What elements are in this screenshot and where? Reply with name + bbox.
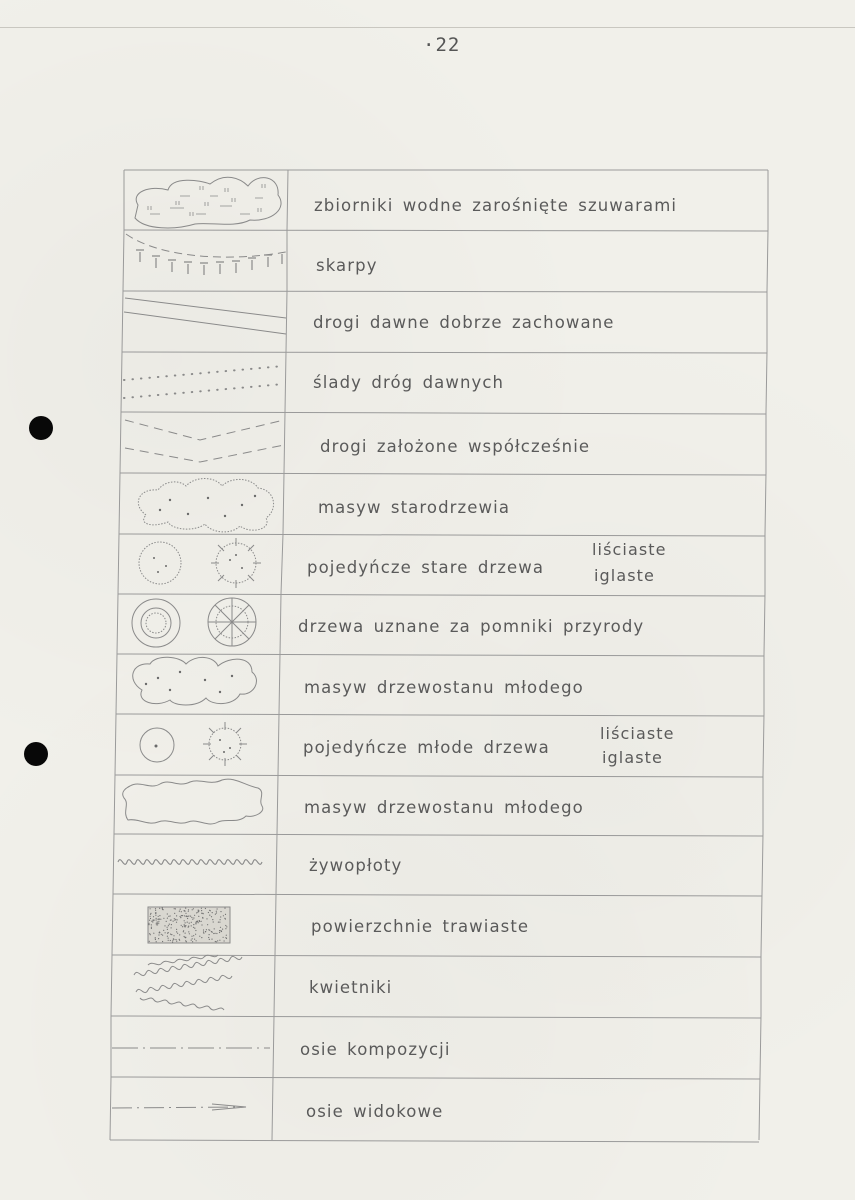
old-tree-mass-icon	[138, 479, 273, 532]
legend-label: ślady dróg dawnych	[313, 373, 505, 392]
legend-symbols	[112, 177, 286, 1110]
page-number: ·22	[423, 34, 461, 56]
legend-label: drzewa uznane za pomniki przyrody	[298, 617, 645, 636]
legend-label: skarpy	[316, 256, 378, 275]
legend-sublabel: iglaste	[594, 566, 656, 585]
legend-label: masyw starodrzewia	[318, 498, 511, 517]
young-single-trees-icon	[140, 722, 247, 766]
legend-label: pojedyńcze młode drzewa	[303, 738, 550, 757]
legend-label: drogi założone współcześnie	[320, 437, 591, 456]
legend-label: żywopłoty	[309, 856, 403, 875]
legend-label: pojedyńcze stare drzewa	[307, 558, 545, 577]
scarp-hatch-icon	[126, 234, 286, 275]
legend-label: powierzchnie trawiaste	[311, 917, 530, 936]
dashed-road-icon	[125, 420, 284, 462]
old-single-trees-icon	[139, 538, 261, 588]
legend-label: osie widokowe	[306, 1102, 444, 1121]
monument-trees-icon	[132, 598, 256, 647]
stippled-lawn-icon	[148, 907, 230, 943]
legend-sublabel: iglaste	[602, 748, 664, 767]
legend-label: drogi dawne dobrze zachowane	[313, 313, 615, 332]
irregular-mass-icon	[123, 779, 263, 824]
flowerbed-icon	[134, 955, 242, 1010]
legend-label: osie kompozycji	[300, 1040, 451, 1059]
hedge-wave-icon	[118, 860, 262, 865]
double-line-road-icon	[124, 298, 286, 334]
legend-label: kwietniki	[309, 978, 393, 997]
dotted-road-icon	[124, 366, 284, 398]
legend-sublabel: liściaste	[600, 724, 675, 743]
legend-label: masyw drzewostanu młodego	[304, 798, 584, 817]
reed-water-icon	[135, 177, 281, 228]
legend-sublabel: liściaste	[592, 540, 667, 559]
young-tree-mass-icon	[133, 657, 257, 705]
legend-label: zbiorniki wodne zarośnięte szuwarami	[314, 196, 678, 215]
arrow-axis-icon	[112, 1104, 246, 1110]
legend-label: masyw drzewostanu młodego	[304, 678, 584, 697]
